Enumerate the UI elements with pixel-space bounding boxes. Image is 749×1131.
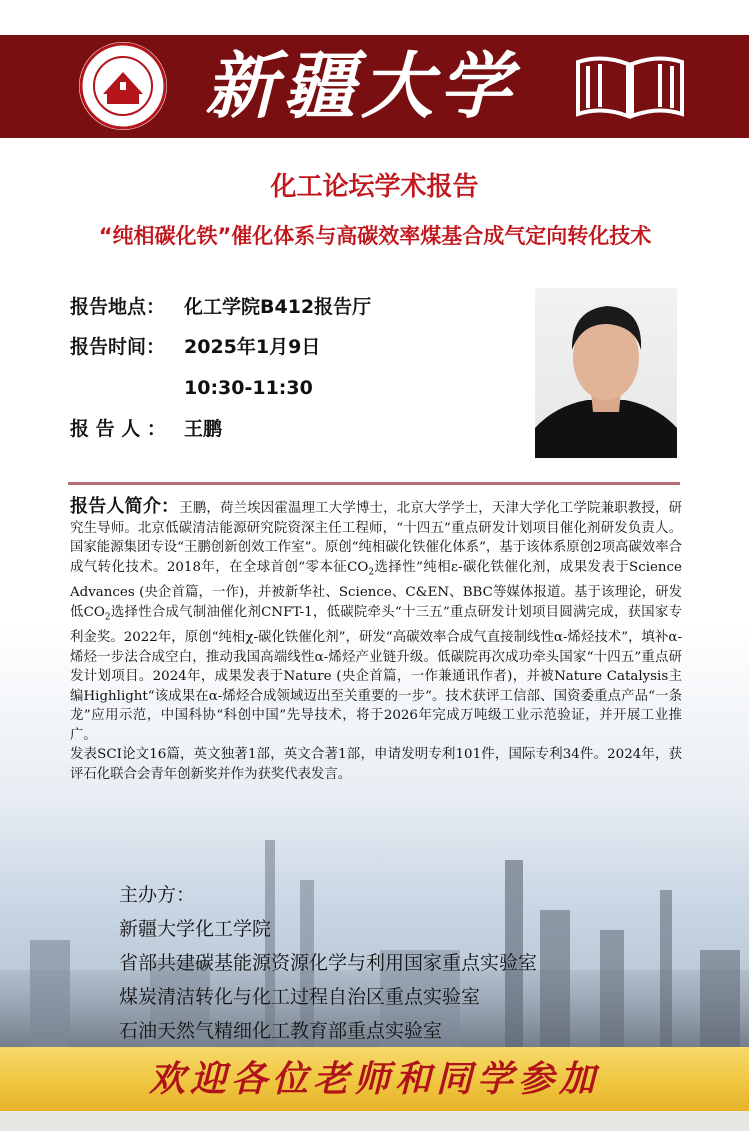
bio-text-part3: 选择性合成气制油催化剂CNFT-1，低碳院牵头“十三五”重点研发计划项目圆满完成，获国家专利金奖。2022年，原创“纯相χ-碳化铁催化剂”，研发“高碳效率合成气直接制线性α-烯烃技术”，填补α-烯烃一步法合成空白，推动我国高端线性α-烯烃产业链升级。低碳院再次成功牵头国家“十四五”重点研发计划项目。2024年，成果发表于Nature (央企首篇，一作兼通讯作者)，并被Nature Catalysis主编Highlight“该成果在α-烯烃合成领域迈出至关重要的一步”。技术获评工信部、国资委重点产品“一条龙”应用示范，中国科协“科创中国”先导技术，将于2026年完成万吨级工业示范验证，并开展工业推广。 <box>70 604 682 743</box>
university-emblem-icon <box>79 42 167 130</box>
time-date: 2025年1月9日 <box>184 336 321 358</box>
speaker-photo <box>535 288 677 458</box>
subscript-2: 2 <box>104 612 111 623</box>
bio-publications: 发表SCI论文16篇，英文独著1部，英文合著1部，申请发明专利101件，国际专利34件。2024年，获评石化联合会青年创新奖并作为获奖代表发言。 <box>70 747 682 783</box>
time-range: 10:30-11:30 <box>184 377 313 399</box>
organizer-item: 煤炭清洁转化与化工过程自治区重点实验室 <box>119 986 481 1008</box>
location-label: 报告地点： <box>70 296 166 318</box>
subscript-2: 2 <box>368 567 375 578</box>
time-label: 报告时间： <box>70 336 166 358</box>
divider-line <box>68 482 680 485</box>
bottom-strip <box>0 1111 749 1131</box>
school-name: 新疆大学 <box>205 43 518 128</box>
organizer-item: 石油天然气精细化工教育部重点实验室 <box>119 1020 443 1042</box>
location-value: 化工学院B412报告厅 <box>184 296 372 318</box>
location-row <box>70 294 371 320</box>
organizer-item: 新疆大学化工学院 <box>119 918 272 940</box>
open-book-icon <box>570 52 690 122</box>
time-row <box>70 334 320 360</box>
speaker-row <box>70 416 222 442</box>
organizer-item: 省部共建碳基能源资源化学与利用国家重点实验室 <box>119 952 538 974</box>
welcome-slogan: 欢迎各位老师和同学参加 <box>148 1058 600 1100</box>
organizers-label: 主办方： <box>119 884 196 906</box>
bio-text-part2: 选择性”纯相ε-碳化铁催化剂，成果发表于Science Advances (央企首篇，一作)，并被新华社、Science、C&EN、BBC等媒体报道。基于该理论，研发低CO <box>70 559 682 620</box>
speaker-bio <box>70 497 682 785</box>
talk-title: “纯相碳化铁”催化体系与高碳效率煤基合成气定向转化技术 <box>98 224 652 248</box>
forum-title: 化工论坛学术报告 <box>270 172 479 202</box>
bio-text-part1: 王鹏，荷兰埃因霍温理工大学博士，北京大学学士，天津大学化工学院兼职教授，研究生导师。北京低碳清洁能源研究院资深主任工程师，“十四五”重点研发计划项目催化剂研发负责人。国家能源集团专设“王鹏创新创效工作室”。原创“纯相碳化铁催化体系”，基于该体系原创2项高碳效率合成气转化技术。2018年，在全球首创“零本征CO <box>70 501 683 575</box>
speaker-name: 王鹏 <box>184 418 223 440</box>
organizers <box>119 878 537 1048</box>
speaker-label: 报 告 人 ： <box>70 418 166 440</box>
bio-heading: 报告人简介： <box>70 496 180 517</box>
